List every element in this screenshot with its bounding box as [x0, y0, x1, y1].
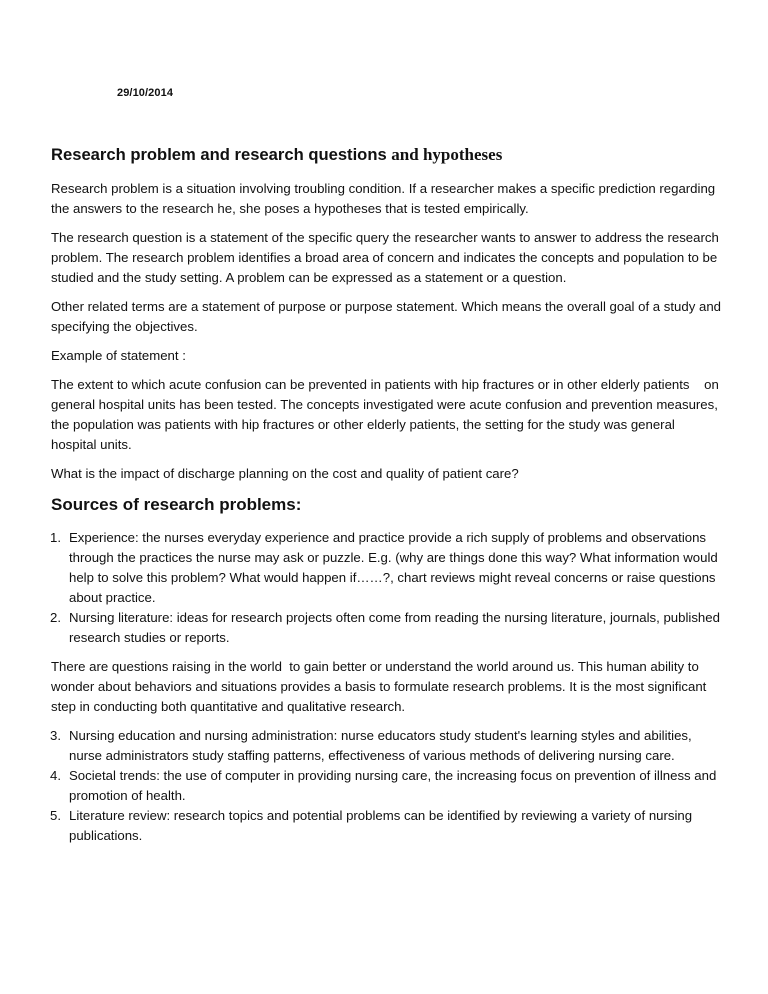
- list-item-number: 4.: [50, 768, 61, 783]
- list-item: [51, 726, 723, 766]
- list-item: [51, 766, 723, 806]
- paragraph-questions-world: There are questions raising in the world to gain better or understand the world around us. This human ability to wonder about behaviors and situations provides a basis to formulate research problems. It is the most significant step in conducting both quantitative and qualitative research.: [51, 659, 710, 714]
- paragraph-example-statement: The extent to which acute confusion can be prevented in patients with hip fractures or in other elderly patients on general hospital units has been tested. The concepts investigated were acute confusion and prevention measures, the population was patients with hip fractures or other elderly patients, the setting for the study was general hospital units.: [51, 377, 723, 452]
- section-heading-sources: Sources of research problems:: [51, 495, 302, 514]
- list-item-number: 2.: [50, 610, 61, 625]
- list-item-text: Experience: the nurses everyday experience and practice provide a rich supply of problems and observations through the practices the nurse may ask or puzzle. E.g. (why are things done this way? What information would help to solve this problem? What would happen if……?, chart reviews might reveal concerns or raise questions about practice.: [69, 530, 718, 605]
- paragraph-definition: Research problem is a situation involving troubling condition. If a researcher makes a specific prediction regarding the answers to the research he, she poses a hypotheses that is tested empirically.: [51, 181, 716, 216]
- list-item-text: Societal trends: the use of computer in providing nursing care, the increasing focus on prevention of illness and promotion of health.: [69, 768, 717, 803]
- title-part-2: and hypotheses: [391, 145, 503, 164]
- paragraph-purpose-statement: Other related terms are a statement of purpose or purpose statement. Which means the overall goal of a study and specifying the objectives.: [51, 299, 721, 334]
- paragraph-research-question: The research question is a statement of the specific query the researcher wants to answer to address the research problem. The research problem identifies a broad area of concern and indicates the concepts and population to be studied and the study setting. A problem can be expressed as a statement or a question.: [51, 230, 719, 285]
- list-item-number: 5.: [50, 808, 61, 823]
- list-item: [51, 806, 723, 846]
- sources-list-part-1: [51, 528, 723, 648]
- sources-list-part-2: [51, 726, 723, 846]
- list-item: [51, 608, 723, 648]
- paragraph-example-question: What is the impact of discharge planning on the cost and quality of patient care?: [51, 466, 519, 481]
- list-item-number: 3.: [50, 728, 61, 743]
- document-date: 29/10/2014: [117, 87, 174, 99]
- title-part-1: Research problem and research questions: [51, 145, 392, 164]
- document-body: [51, 144, 723, 855]
- list-item-text: Nursing education and nursing administration: nurse educators study student's learning styles and abilities, nurse administrators study staffing patterns, effectiveness of various methods of delivering nursing care.: [69, 728, 692, 763]
- list-item-text: Nursing literature: ideas for research projects often come from reading the nursing literature, journals, published research studies or reports.: [69, 610, 720, 645]
- list-item-number: 1.: [50, 530, 61, 545]
- paragraph-example-label: Example of statement :: [51, 348, 186, 363]
- list-item: [51, 528, 723, 608]
- document-title: [51, 144, 723, 166]
- list-item-text: Literature review: research topics and potential problems can be identified by reviewing a variety of nursing publications.: [69, 808, 693, 843]
